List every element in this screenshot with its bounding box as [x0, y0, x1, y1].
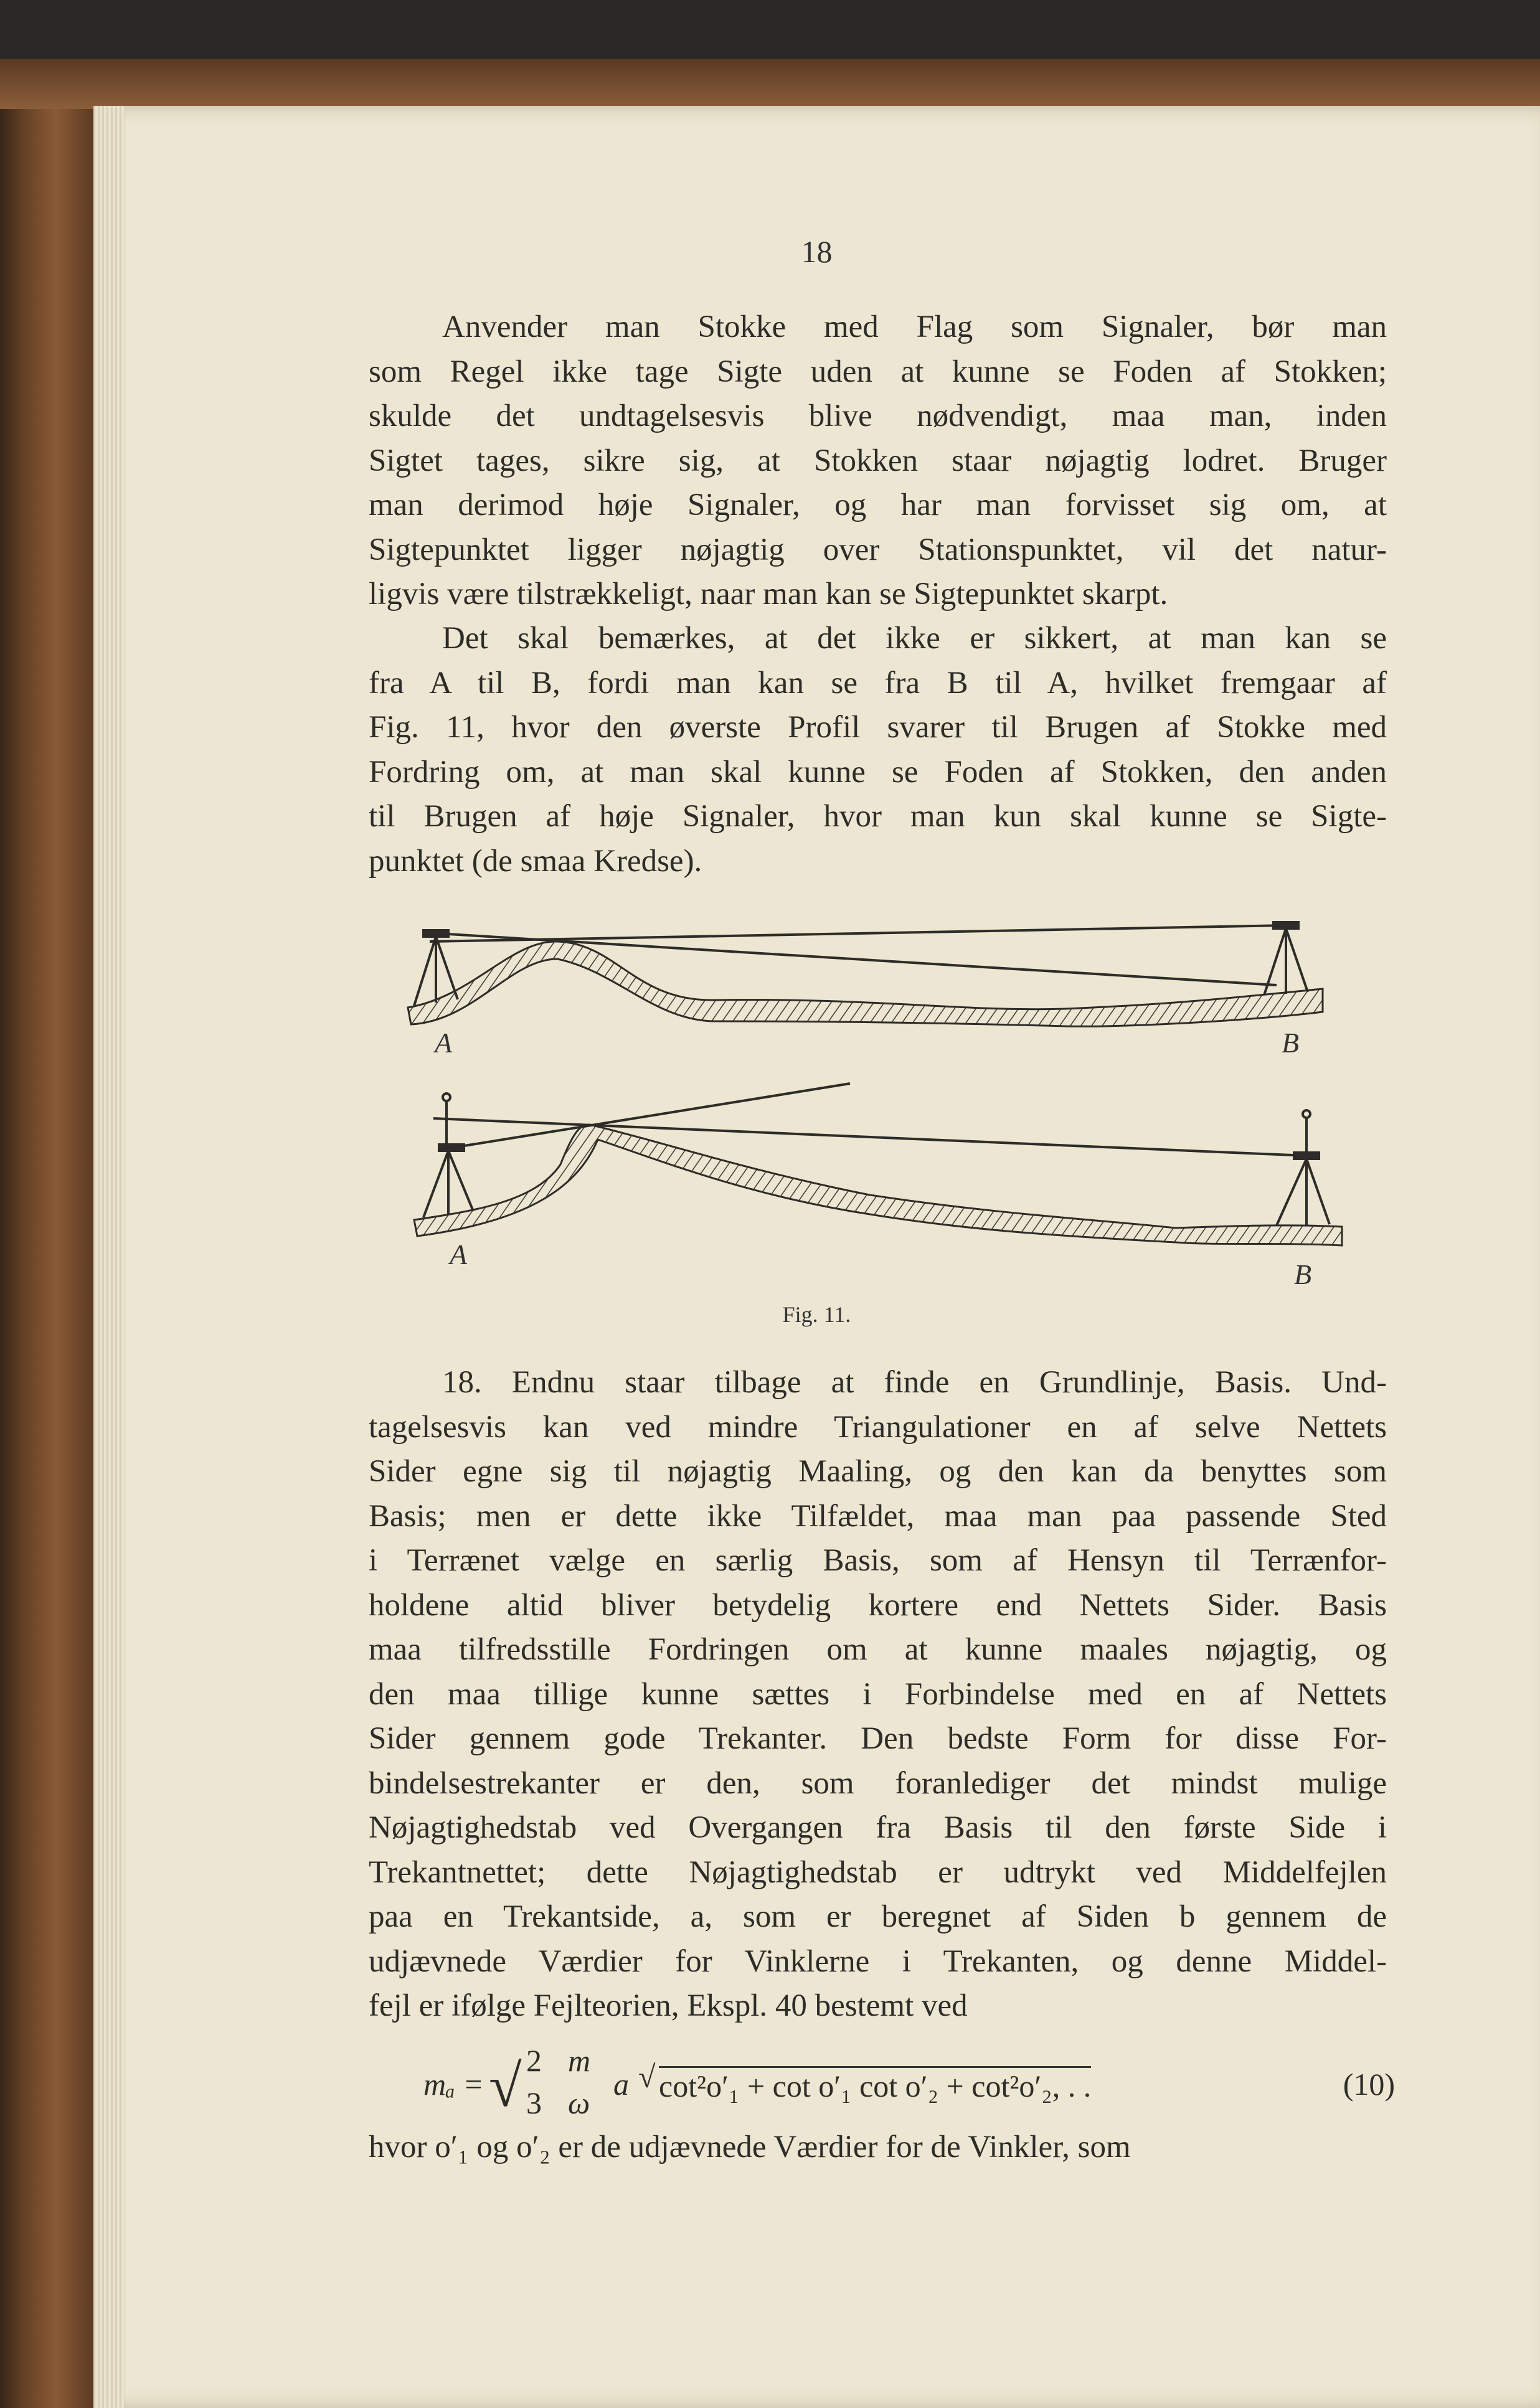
- text-line: skulde det undtagelsesvis blive nødvendigt, maa man, inden: [369, 399, 1387, 433]
- text-line: 18. Endnu staar tilbage at finde en Grundlinje, Basis. Und-: [442, 1365, 1387, 1400]
- signal-b-bottom: [1277, 1110, 1330, 1225]
- sight-line-bottom-2: [453, 1084, 850, 1148]
- text-line: tagelsesvis kan ved mindre Triangulationer en af selve Nettets: [369, 1409, 1387, 1445]
- text-line: Sigtepunktet ligger nøjagtig over Stationspunktet, vil det natur-: [369, 532, 1387, 567]
- text-line: som Regel ikke tage Sigte uden at kunne se Foden af Stokken;: [369, 354, 1387, 389]
- text-line: bindelsestrekanter er den, som foranlediger det mindst mulige: [369, 1765, 1387, 1801]
- text-line: udjævnede Værdier for Vinklerne i Trekanten, og denne Middel-: [369, 1943, 1387, 1979]
- formula-lhs: mₐ =: [423, 2067, 484, 2102]
- sight-line-bottom-1: [433, 1118, 1306, 1156]
- text-line: Fig. 11, hvor den øverste Profil svarer til Brugen af Stokke med: [369, 710, 1387, 745]
- text-line: man derimod høje Signaler, og har man forvisset sig om, at: [369, 488, 1387, 522]
- signal-a-bottom: [423, 1093, 473, 1217]
- text-line: i Terrænet vælge en særlig Basis, som af Hensyn til Terrænfor-: [369, 1543, 1387, 1578]
- terrain-bottom: [414, 1125, 1342, 1245]
- text-line: Trekantnettet; dette Nøjagtighedstab er udtrykt ved Middelfejlen: [369, 1854, 1387, 1890]
- profile-bottom: [414, 1084, 1342, 1245]
- frac1-num: 2: [526, 2043, 542, 2078]
- text-line: fejl er ifølge Fejlteorien, Ekspl. 40 bestemt ved: [369, 1988, 968, 2023]
- text-line: den maa tillige kunne sættes i Forbindelse med en af Nettets: [369, 1676, 1387, 1712]
- text-line: Anvender man Stokke med Flag som Signaler, bør man: [442, 309, 1387, 344]
- figure-caption: Fig. 11.: [782, 1302, 851, 1327]
- label-a-bottom: A: [450, 1239, 468, 1270]
- text-line: Fordring om, at man skal kunne se Foden af Stokken, den anden: [369, 754, 1387, 790]
- sight-line-top-1: [430, 925, 1287, 942]
- text-line: punktet (de smaa Kredse).: [369, 843, 702, 879]
- text-line: Basis; men er dette ikke Tilfældet, maa man paa passende Sted: [369, 1498, 1387, 1534]
- text-line: fra A til B, fordi man kan se fra B til A, hvilket fremgaar af: [369, 665, 1387, 701]
- text-line: Sider egne sig til nøjagtig Maaling, og den kan da benyttes som: [369, 1454, 1387, 1489]
- text-line: holdene altid bliver betydelig kortere end Nettets Sider. Basis: [369, 1587, 1387, 1623]
- formula-radicand: cot²o′₁ + cot o′₁ cot o′₂ + cot²o′₂, . .: [659, 2066, 1091, 2104]
- frac2-den: ω: [568, 2085, 590, 2120]
- text-line: til Brugen af høje Signaler, hvor man kun skal kunne se Sigte-: [369, 799, 1387, 834]
- page-number: 18: [801, 234, 833, 269]
- text-line: Nøjagtighedstab ved Overgangen fra Basis til den første Side i: [369, 1810, 1387, 1845]
- formula-10: [423, 2043, 1395, 2120]
- formula-factor: a: [613, 2067, 629, 2102]
- text-line: Det skal bemærkes, at det ikke er sikkert, at man kan se: [442, 621, 1387, 656]
- text-line: paa en Trekantside, a, som er beregnet af Siden b gennem de: [369, 1899, 1387, 1934]
- text-line: Sigtet tages, sikre sig, at Stokken staar nøjagtig lodret. Bruger: [369, 443, 1387, 478]
- text-line: hvor o′₁ og o′₂ er de udjævnede Værdier for de Vinkler, som: [369, 2130, 1131, 2165]
- text-line: maa tilfredsstille Fordringen om at kunne maales nøjagtig, og: [369, 1632, 1387, 1667]
- text-line: Sider gennem gode Trekanter. Den bedste Form for disse For-: [369, 1721, 1387, 1756]
- sqrt-sign-2: √: [638, 2059, 656, 2094]
- text-line: ligvis være tilstrækkeligt, naar man kan se Sigtepunktet skarpt.: [369, 577, 1168, 611]
- label-b-top: B: [1282, 1027, 1300, 1059]
- label-b-bottom: B: [1294, 1258, 1312, 1290]
- frac2-num: m: [568, 2043, 591, 2078]
- sqrt-sign-1: √: [489, 2052, 522, 2119]
- label-a-top: A: [435, 1027, 453, 1059]
- frac1-den: 3: [526, 2085, 542, 2120]
- terrain-top: [408, 942, 1323, 1026]
- profile-top: [408, 922, 1323, 1026]
- equation-number: (10): [1343, 2067, 1395, 2102]
